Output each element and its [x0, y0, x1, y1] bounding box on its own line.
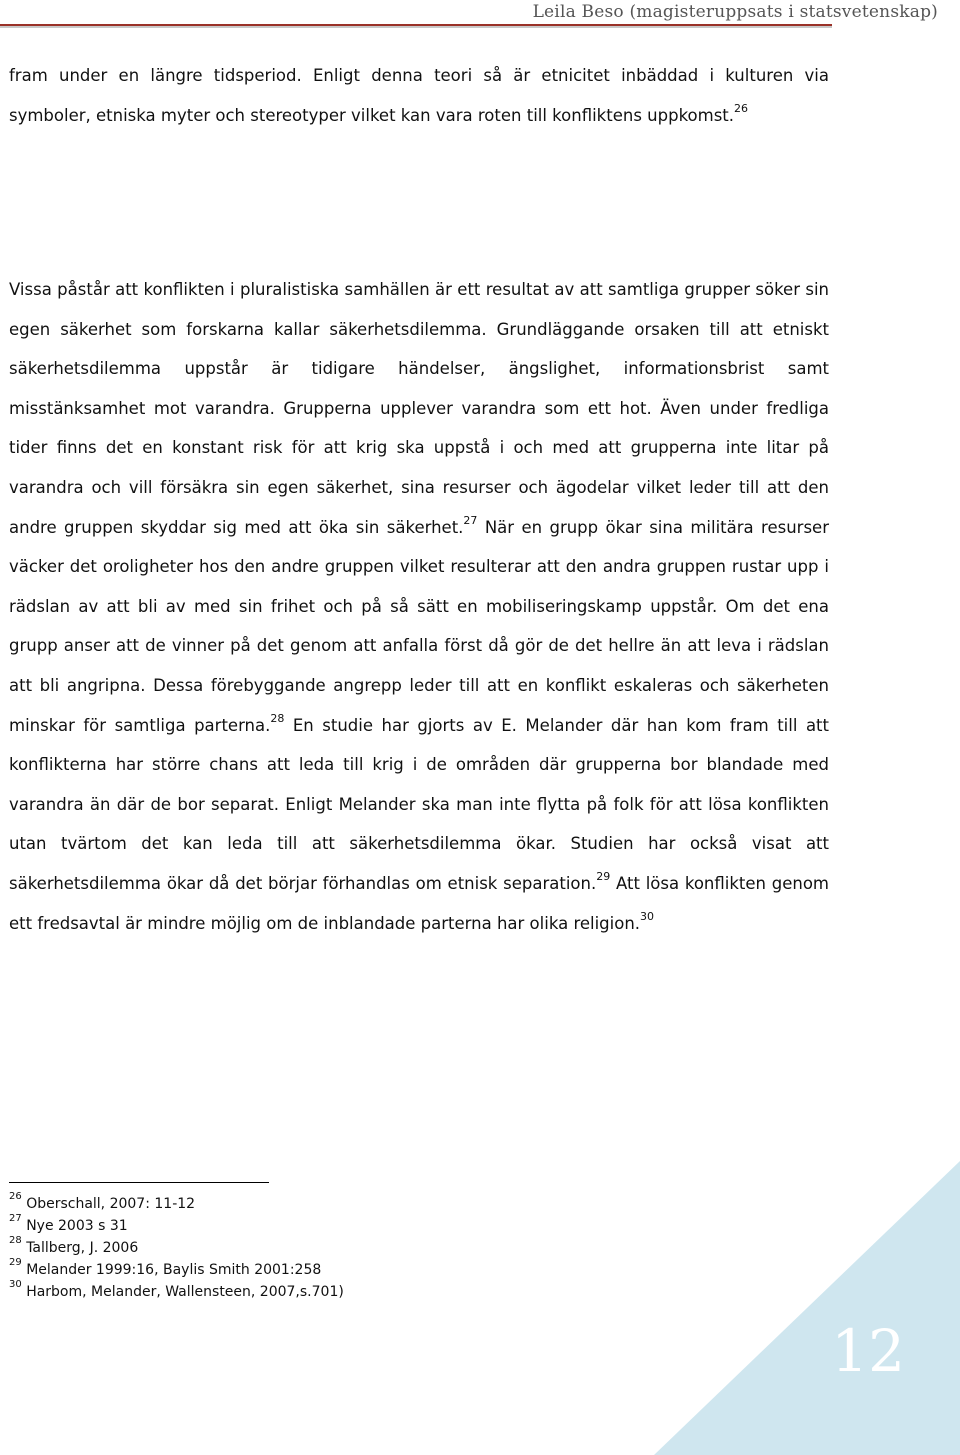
footnote-separator — [9, 1182, 269, 1183]
footnote-number: 27 — [9, 1213, 22, 1225]
footnote-item — [9, 1193, 609, 1215]
footnote-ref-27[interactable]: 27 — [463, 514, 478, 528]
footnote-text: Tallberg, J. 2006 — [26, 1240, 139, 1256]
paragraph-text-1: Vissa påstår att konflikten i pluralistiska samhällen är ett resultat av att samtliga grupper söker sin egen säkerhet som forskarna kallar säkerhetsdilemma. Grundläggande orsaken till att etniskt säkerhetsdilemma uppstår är tidigare händelser, ängslighet, informationsbrist samt misstänksamhet mot varandra. Grupperna upplever varandra som ett hot. Även under fredliga tider finns det en konstant risk för att krig ska uppstå i och med att grupperna inte litar på varandra och vill försäkra sin egen säkerhet, sina resurser och ägodelar vilket leder till att den andre gruppen skyddar sig med att öka sin säkerhet. — [9, 280, 829, 537]
paragraph-text: fram under en längre tidsperiod. Enligt denna teori så är etnicitet inbäddad i kulturen via symboler, etniska myter och stereotyper vilket kan vara roten till konfliktens uppkomst. — [9, 66, 829, 125]
running-header: Leila Beso (magisteruppsats i statsvetenskap) — [532, 2, 938, 22]
footnote-item — [9, 1215, 609, 1237]
footnote-item — [9, 1281, 609, 1303]
footnote-ref-29[interactable]: 29 — [596, 870, 611, 884]
footnote-ref-30[interactable]: 30 — [640, 910, 655, 923]
footnote-number: 26 — [9, 1191, 22, 1203]
paragraph-security-dilemma — [9, 270, 829, 943]
footnote-text: Melander 1999:16, Baylis Smith 2001:258 — [26, 1262, 322, 1278]
paragraph-text-3: En studie har gjorts av E. Melander där han kom fram till att konflikterna har större chans att leda till krig i de områden där grupperna bor blandade med varandra än där de bor separat. Enligt Melander ska man inte flytta på folk för att lösa konflikten utan tvärtom det kan leda till att säkerhetsdilemma ökar. Studien har också visat att säkerhetsdilemma ökar då det börjar förhandlas om etnisk separation. — [9, 715, 829, 893]
footnotes — [9, 1193, 609, 1303]
footnote-ref-28[interactable]: 28 — [270, 712, 285, 726]
page-number: 12 — [831, 1317, 905, 1385]
paragraph-continuation — [9, 56, 829, 135]
footnote-item — [9, 1259, 609, 1281]
footnote-text: Harbom, Melander, Wallensteen, 2007,s.701) — [26, 1284, 344, 1300]
footnote-text: Nye 2003 s 31 — [26, 1218, 128, 1234]
paragraph-text-2: När en grupp ökar sina militära resurser väcker det oroligheter hos den andre gruppen vilket resulterar att den andra gruppen rustar upp i rädslan av att bli av med sin frihet och på så sätt en mobiliseringskamp uppstår. Om det ena grupp anser att de vinner på det genom att anfalla först då gör de det hellre än att leva i rädslan att bli angripna. Dessa förebyggande angrepp leder till att en konflikt eskaleras och säkerheten minskar för samtliga parterna. — [9, 517, 829, 735]
footnote-number: 30 — [9, 1279, 22, 1291]
footnote-item — [9, 1237, 609, 1259]
corner-shape — [654, 1161, 960, 1455]
footnote-ref-26[interactable]: 26 — [734, 102, 749, 116]
page-corner-triangle — [654, 1161, 960, 1455]
footnote-text: Oberschall, 2007: 11-12 — [26, 1196, 196, 1212]
header-rule — [0, 24, 832, 26]
footnote-number: 28 — [9, 1235, 22, 1247]
footnote-number: 29 — [9, 1257, 22, 1269]
paragraph-text-4: Att lösa konflikten genom ett fredsavtal är mindre möjlig om de inblandade parterna har olika religion. — [9, 873, 829, 933]
